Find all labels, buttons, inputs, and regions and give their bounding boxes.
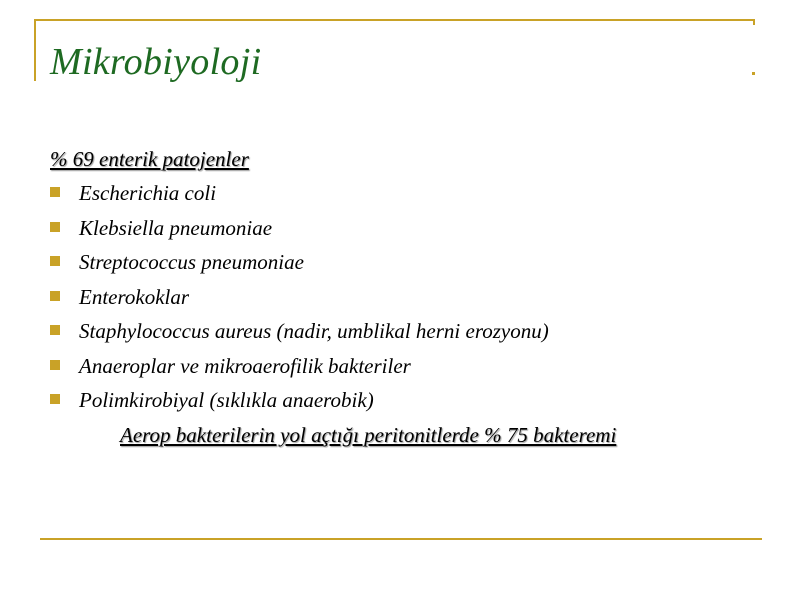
frame-left-border bbox=[34, 19, 36, 81]
bullet-item bbox=[50, 316, 770, 351]
square-bullet-icon bbox=[50, 360, 60, 370]
bullet-list bbox=[50, 178, 770, 420]
slide-title: Mikrobiyoloji bbox=[50, 41, 262, 83]
bullet-item bbox=[50, 213, 770, 248]
frame-top-border bbox=[34, 19, 755, 21]
bullet-text: Streptococcus pneumoniae bbox=[79, 250, 304, 274]
square-bullet-icon bbox=[50, 256, 60, 266]
bullet-item bbox=[50, 178, 770, 213]
bacteremia-note: Aerop bakterilerin yol açtığı peritonitlerde % 75 bakteremi bbox=[120, 422, 617, 447]
bullet-item bbox=[50, 282, 770, 317]
bullet-item bbox=[50, 247, 770, 282]
bullet-text: Anaeroplar ve mikroaerofilik bakteriler bbox=[79, 353, 411, 378]
square-bullet-icon bbox=[50, 394, 60, 404]
frame-right-border bbox=[753, 19, 755, 25]
square-bullet-icon bbox=[50, 222, 60, 232]
square-bullet-icon bbox=[50, 291, 60, 301]
frame-corner-mark bbox=[752, 72, 755, 75]
slide-content bbox=[50, 144, 770, 454]
bullet-text: Escherichia coli bbox=[79, 181, 217, 205]
bottom-divider bbox=[40, 538, 762, 540]
bullet-text: Enterokoklar bbox=[79, 284, 190, 309]
bullet-text: Klebsiella pneumoniae bbox=[79, 215, 273, 240]
intro-heading: % 69 enterik patojenler bbox=[50, 147, 249, 171]
bullet-text: Polimkirobiyal (sıklıkla anaerobik) bbox=[79, 388, 374, 412]
square-bullet-icon bbox=[50, 325, 60, 335]
bullet-item bbox=[50, 385, 770, 420]
bullet-item bbox=[50, 351, 770, 386]
bullet-text: Staphylococcus aureus (nadir, umblikal herni erozyonu) bbox=[79, 319, 549, 343]
square-bullet-icon bbox=[50, 187, 60, 197]
